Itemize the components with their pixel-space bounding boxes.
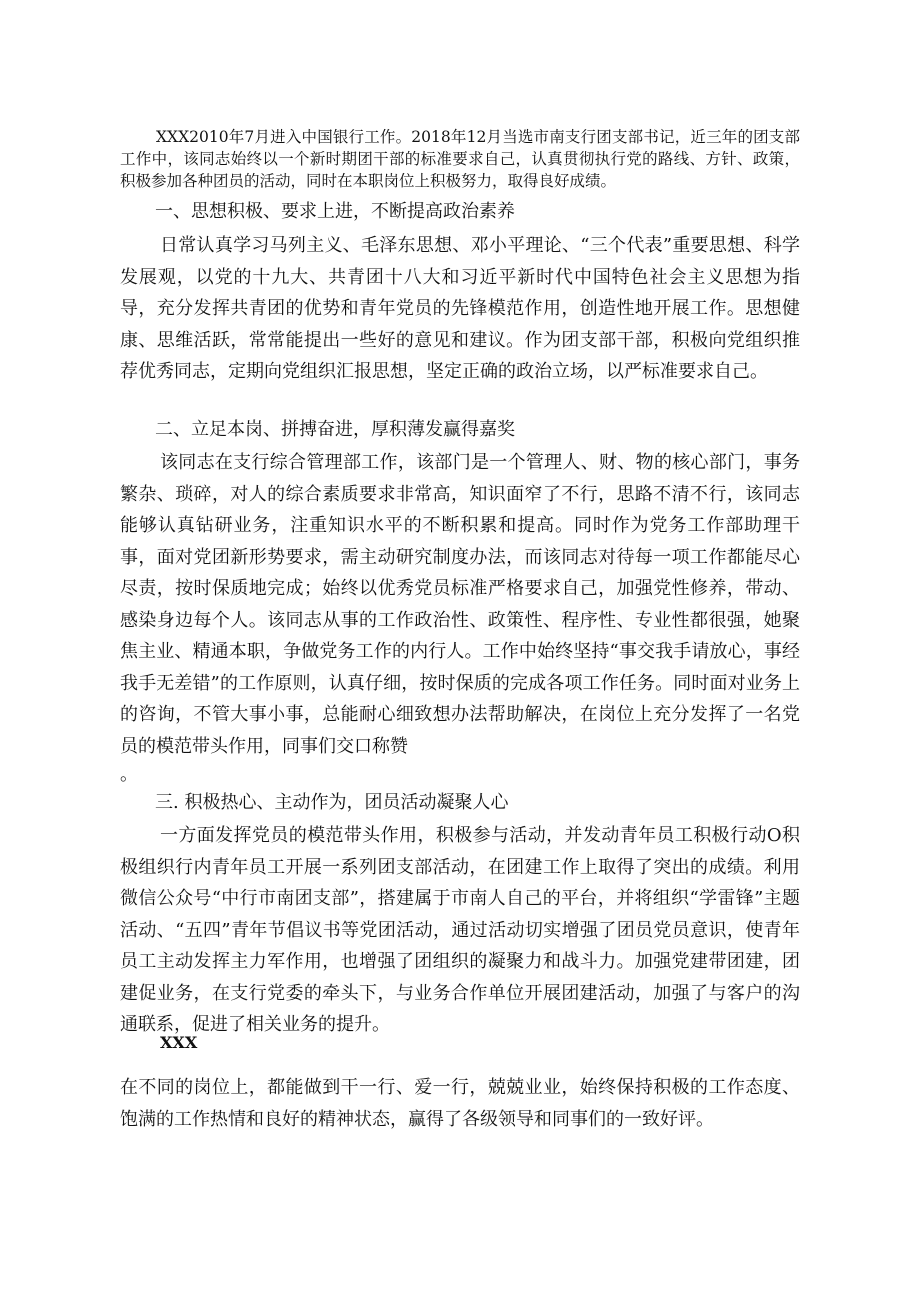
person-name: XXX (160, 1033, 198, 1052)
section-3-body: 一方面发挥党员的模范带头作用，积极参与活动，并发动青年员工积极行动O积极组织行内青年员工开展一系列团支部活动，在团建工作上取得了突出的成绩。利用微信公众号“中行市南团支部”，搭建属于市南人自己的平台，并将组织“学雷锋”主题活动、“五四”青年节倡议书等党团活动，通过活动切实增强了团员党员意识，使青年员工主动发挥主力军作用，也增强了团组织的凝聚力和战斗力。加强党建带团建，团建促业务，在支行党委的牵头下，与业务合作单位开展团建活动，加强了与客户的沟通联系，促进了相关业务的提升。 (120, 825, 800, 1035)
section-3-heading: 三. 积极热心、主动作为，团员活动凝聚人心 (155, 792, 509, 813)
section-2-body: 该同志在支行综合管理部工作，该部门是一个管理人、财、物的核心部门，事务繁杂、琐碎，对人的综合素质要求非常高，知识面窄了不行，思路不清不行，该同志能够认真钻研业务，注重知识水平的不断积累和提高。同时作为党务工作部助理干事，面对党团新形势要求，需主动研究制度办法，而该同志对待每一项工作都能尽心尽责，按时保质地完成；始终以优秀党员标准严格要求自己，加强党性修养，带动、感染身边每个人。该同志从事的工作政治性、政策性、程序性、专业性都很强，她聚焦主业、精通本职，争做党务工作的内行人。工作中始终坚持“事交我手请放心，事经我手无差错”的工作原则，认真仔细，按时保质的完成各项工作任务。同时面对业务上的咨询，不管大事小事，总能耐心细致想办法帮助解决，在岗位上充分发挥了一名党员的模范带头作用，同事们交口称赞 (120, 452, 800, 757)
section-1-heading: 一、思想积极、要求上进，不断提高政治素养 (155, 201, 515, 222)
closing-paragraph: 在不同的岗位上，都能做到干一行、爱一行，兢兢业业，始终保持积极的工作态度、饱满的工作热情和良好的精神状态，赢得了各级领导和同事们的一致好评。 (120, 1077, 800, 1130)
intro-paragraph: XXX2010年7月进入中国银行工作。2018年12月当选市南支行团支部书记，近三年的团支部工作中，该同志始终以一个新时期团干部的标准要求自己，认真贯彻执行党的路线、方针、政策，积极参加各种团员的活动，同时在本职岗位上积极努力，取得良好成绩。 (120, 128, 800, 190)
section-2-tail: 。 (120, 764, 138, 785)
section-1-body: 日常认真学习马列主义、毛泽东思想、邓小平理论、“三个代表”重要思想、科学发展观，以党的十九大、共青团十八大和习近平新时代中国特色社会主义思想为指导，充分发挥共青团的优势和青年党员的先锋模范作用，创造性地开展工作。思想健康、思维活跃，常常能提出一些好的意见和建议。作为团支部干部，积极向党组织推荐优秀同志，定期向党组织汇报思想，坚定正确的政治立场，以严标准要求自己。 (120, 235, 800, 382)
section-2-heading: 二、立足本岗、拼搏奋进，厚积薄发赢得嘉奖 (155, 419, 515, 440)
